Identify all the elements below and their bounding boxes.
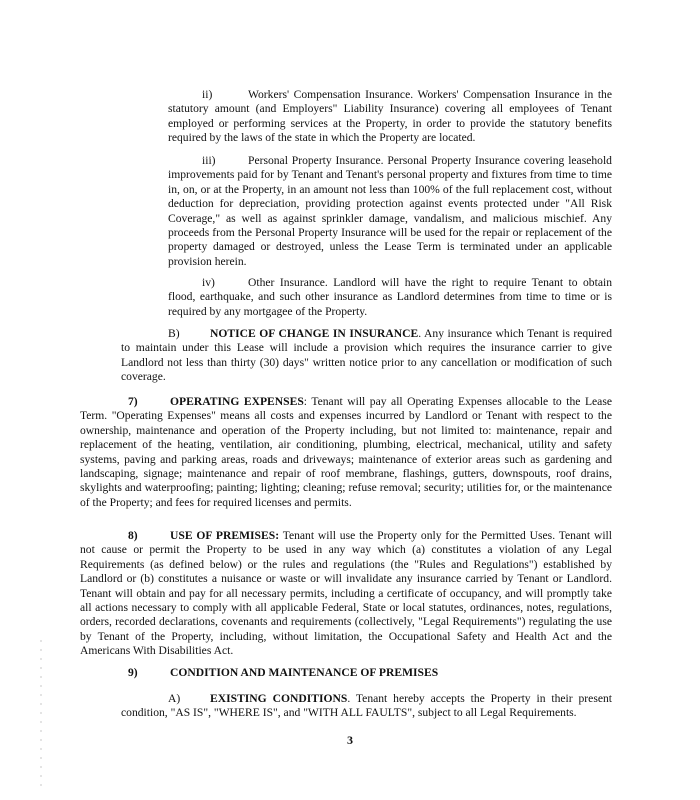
item-text: Personal Property Insurance covering leasehold improvements paid for by Tenant and Tenant's personal property and fixtures from time to time in, on, or at the Property, in an amount not less than 100% of the full replacement cost, without deduction for depreciation, providing protection against events protected under "All Risk Coverage," as well as against sprinkler damage, vandalism, and malicious mischief. Any proceeds from the Personal Property Insurance will be used for the repair or replacement of the property damaged or destroyed, unless the Lease Term is terminated under an applicable provision herein. <box>168 154 612 268</box>
item-label: A) <box>168 692 181 705</box>
paragraph-other-insurance <box>168 276 612 319</box>
section-operating-expenses <box>80 395 612 510</box>
paragraph-notice-of-change <box>121 327 612 385</box>
item-heading: EXISTING CONDITIONS <box>210 692 348 705</box>
section-heading: USE OF PREMISES: <box>170 529 280 542</box>
section-text: Tenant will use the Property only for the Permitted Uses. Tenant will not cause or permit the Property to be used in any way which (a) constitutes a violation of any Legal Requirements (as defined below) or the rules and regulations (the "Rules and Regulations") established by Landlord or (b) constitutes a nuisance or waste or will invalidate any insurance carried by Tenant or Landlord. Tenant will obtain and pay for all necessary permits, including a certificate of occupancy, and will promptly take all actions necessary to comply with all applicable Federal, State or local statutes, ordinances, notes, regulations, orders, recorded declarations, covenants and requirements (collectively, "Legal Requirements") regulating the use by Tenant of the Property, including, without limitation, the Occupational Safety and Health Act and the Americans With Disabilities Act. <box>80 529 612 658</box>
item-heading: Personal Property Insurance. <box>248 154 384 167</box>
item-heading: NOTICE OF CHANGE IN INSURANCE <box>210 327 419 340</box>
section-use-of-premises <box>80 529 612 659</box>
paragraph-workers-compensation <box>168 88 612 146</box>
section-number: 8) <box>128 529 138 542</box>
section-heading: CONDITION AND MAINTENANCE OF PREMISES <box>170 666 439 679</box>
item-heading: Workers' Compensation Insurance. <box>248 88 414 101</box>
item-label: iv) <box>202 276 215 289</box>
section-number: 7) <box>128 395 138 408</box>
item-text: Landlord will have the right to require Tenant to obtain flood, earthquake, and such other insurance as Landlord determines from time to time or is required by any mortgagee of the Property. <box>168 276 612 318</box>
page-number: 3 <box>347 733 353 747</box>
section-heading: OPERATING EXPENSES <box>170 395 304 408</box>
section-number: 9) <box>128 666 138 679</box>
item-label: B) <box>168 327 180 340</box>
section-condition-and-maintenance <box>80 666 612 680</box>
item-text: Workers' Compensation Insurance in the statutory amount (and Employers" Liability Insurance) covering all employees of Tenant employed or performing services at the Property, in order to provide the statutory benefits required by the laws of the state in which the Property are located. <box>168 88 612 145</box>
section-text: : Tenant will pay all Operating Expenses allocable to the Lease Term. "Operating Expenses" means all costs and expenses incurred by Landlord or Tenant with respect to the ownership, maintenance and operation of the Property including, but not limited to: maintenance, repair and replacement of the heating, ventilation, air conditioning, plumbing, electrical, mechanical, utility and safety systems, paving and parking areas, roads and driveways; maintenance of exterior areas such as gardening and landscaping, signage; maintenance and repair of roof membrane, flashings, gutters, downspouts, roof drains, skylights and waterproofing; painting; lighting; cleaning; refuse removal; security; utilities for, or the maintenance of the Property; and fees for required licenses and permits. <box>80 395 612 509</box>
scan-artifact <box>40 640 42 790</box>
item-text: . Tenant hereby accepts the Property in their present condition, "AS IS", "WHERE IS", and "WITH ALL FAULTS", subject to all Legal Requirements. <box>121 692 612 720</box>
paragraph-existing-conditions <box>121 692 612 721</box>
item-text: . Any insurance which Tenant is required to maintain under this Lease will include a provision which requires the insurance carrier to give Landlord not less than thirty (30) days" written notice prior to any cancellation or modification of such coverage. <box>121 327 612 384</box>
paragraph-personal-property-insurance <box>168 154 612 269</box>
item-label: iii) <box>202 154 216 167</box>
item-heading: Other Insurance. <box>248 276 328 289</box>
item-label: ii) <box>202 88 213 101</box>
